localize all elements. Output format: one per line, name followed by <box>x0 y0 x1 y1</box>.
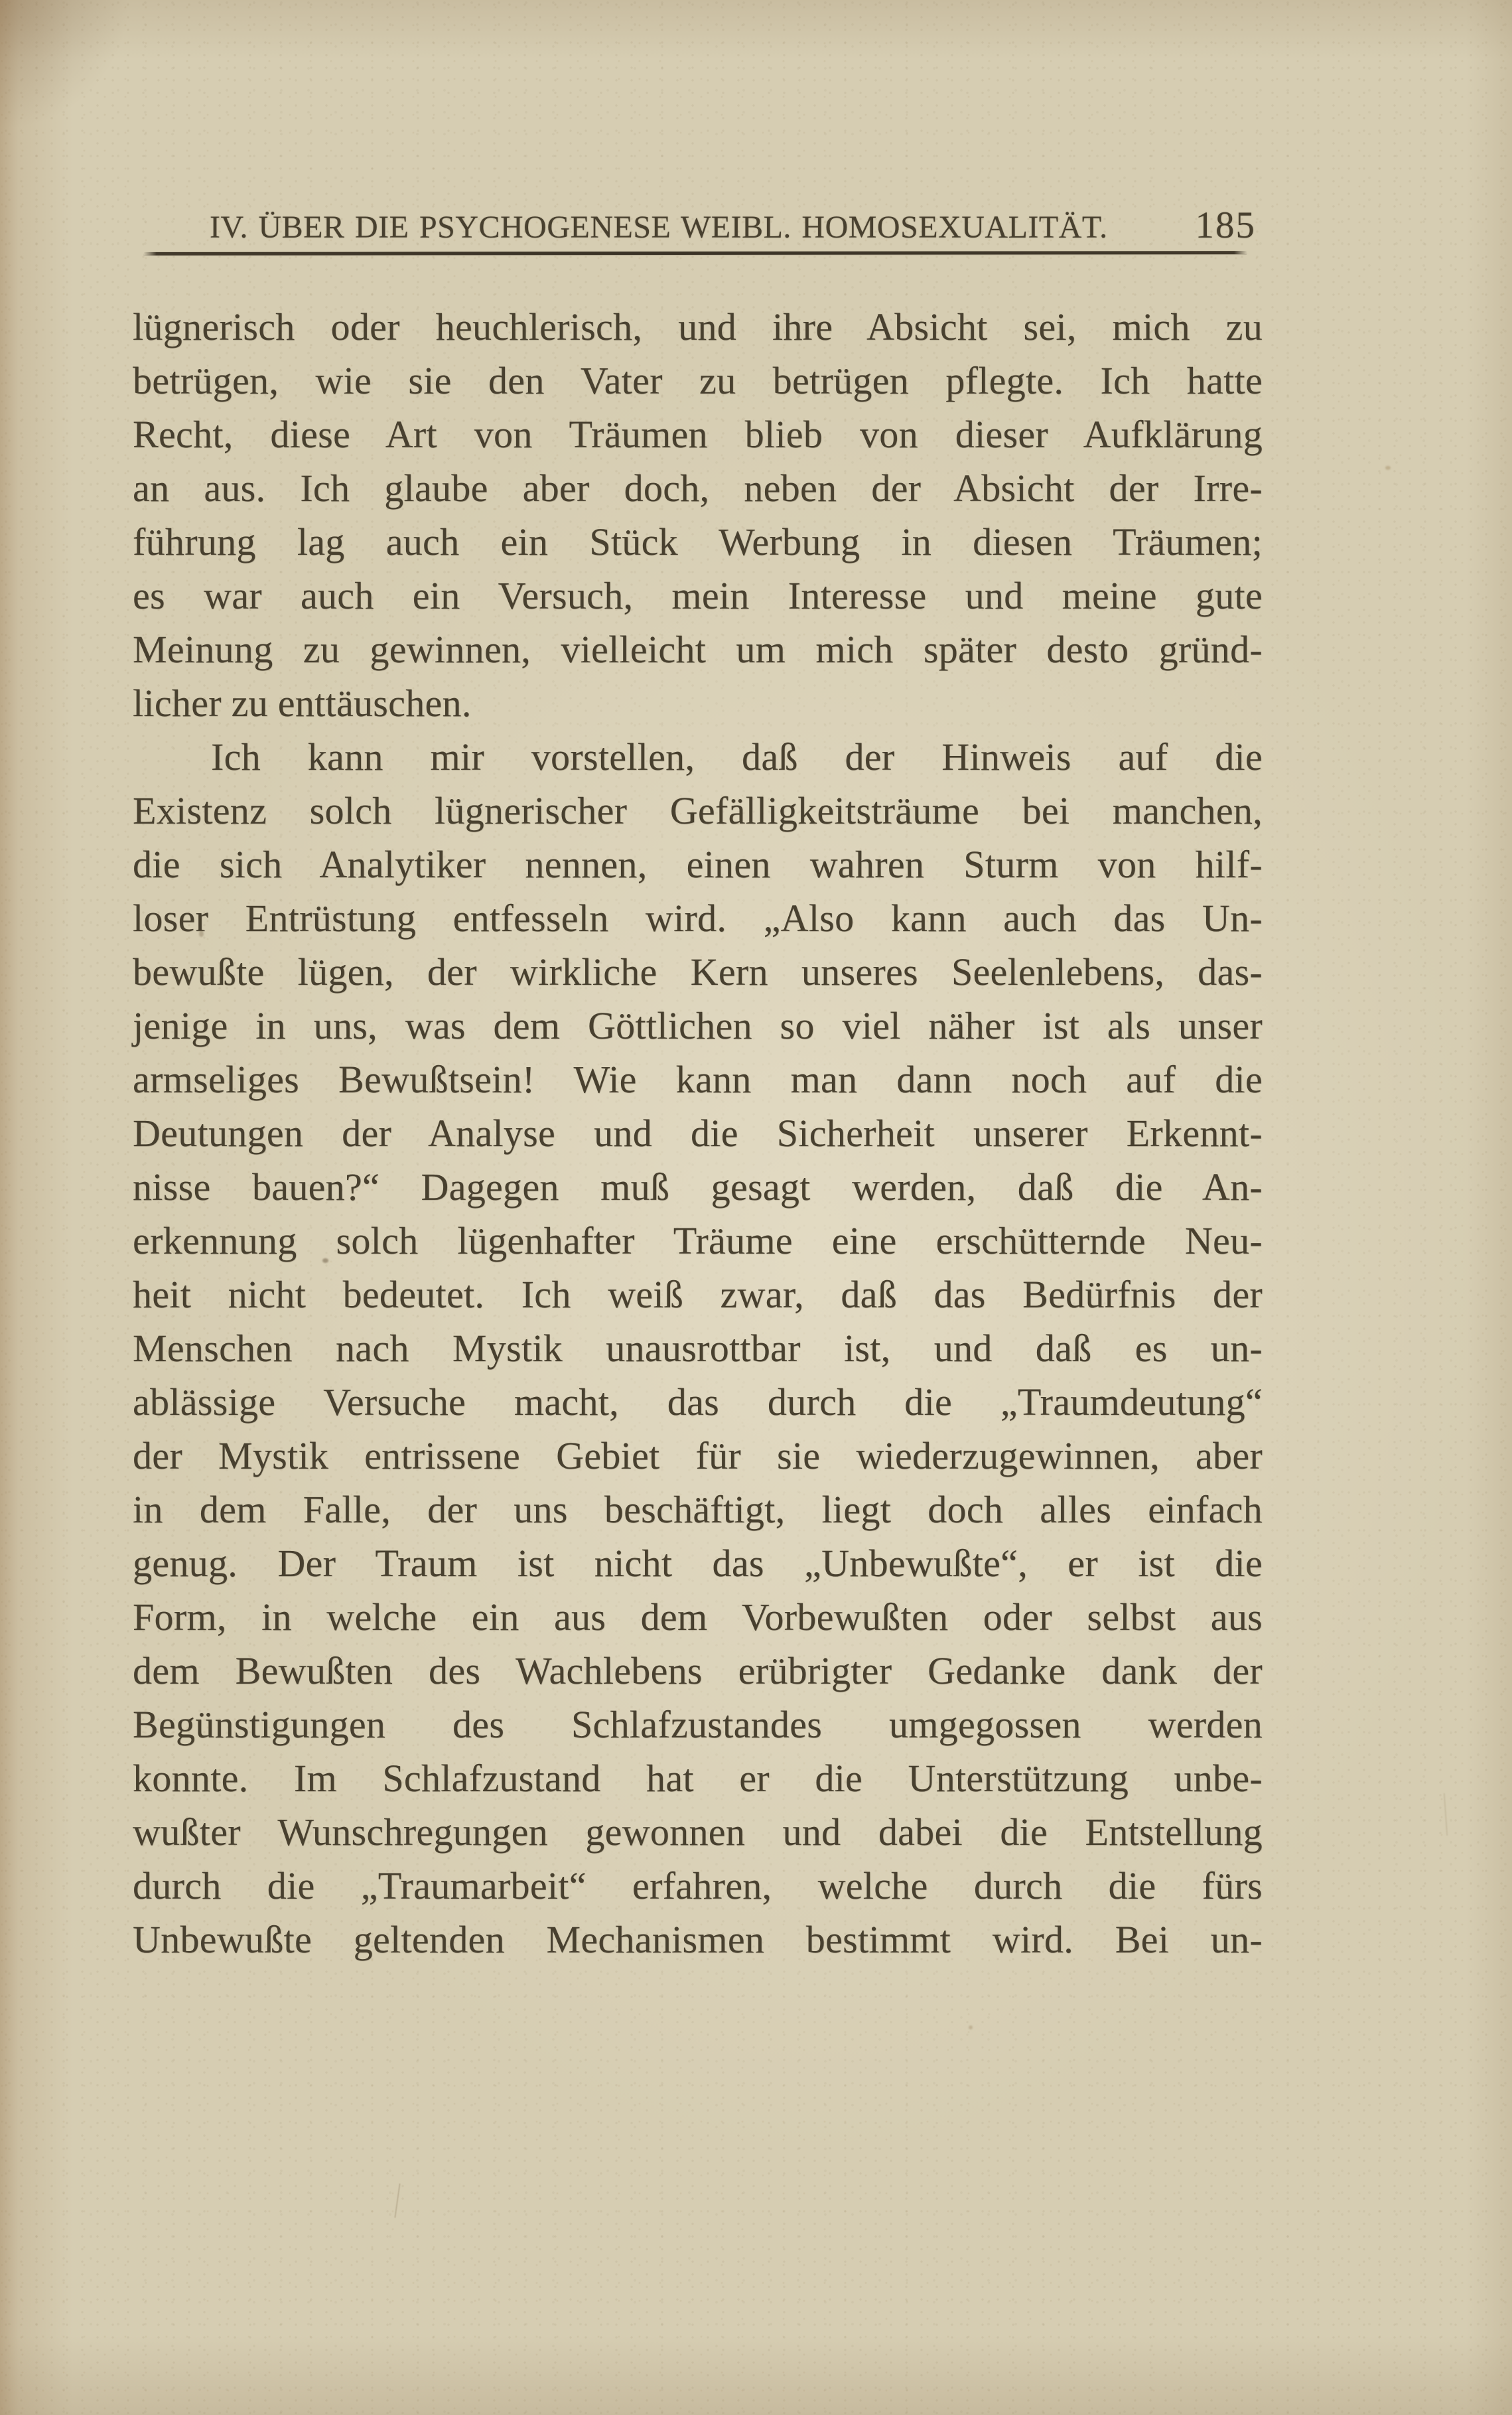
text-line: der Mystik entrissene Gebiet für sie wiederzugewinnen, aber <box>133 1434 1263 1477</box>
text-line: Menschen nach Mystik unausrottbar ist, und daß es un- <box>133 1327 1263 1370</box>
running-header-title: IV. ÜBER DIE PSYCHOGENESE WEIBL. HOMOSEXUALITÄT. <box>210 210 1108 245</box>
page-number: 185 <box>1195 204 1256 246</box>
text-line: durch die „Traumarbeit“ erfahren, welche durch die fürs <box>133 1864 1263 1907</box>
paper-speck <box>1385 466 1391 470</box>
text-line: heit nicht bedeutet. Ich weiß zwar, daß das Bedürfnis der <box>133 1273 1263 1316</box>
text-line: armseliges Bewußtsein! Wie kann man dann noch auf die <box>133 1058 1263 1101</box>
paper-fiber <box>1444 1793 1448 1836</box>
text-line: führung lag auch ein Stück Werbung in diesen Träumen; <box>133 520 1263 563</box>
text-line: licher zu enttäuschen. <box>133 682 472 725</box>
text-line: jenige in uns, was dem Göttlichen so viel näher ist als unser <box>133 1004 1263 1047</box>
text-line: Unbewußte geltenden Mechanismen bestimmt wird. Bei un- <box>133 1918 1263 1961</box>
header-rule <box>143 251 1247 256</box>
text-line: Existenz solch lügnerischer Gefälligkeitsträume bei manchen, <box>133 789 1263 832</box>
running-header <box>133 204 1263 248</box>
text-line: lügnerisch oder heuchlerisch, und ihre Absicht sei, mich zu <box>133 305 1263 348</box>
text-line: wußter Wunschregungen gewonnen und dabei die Entstellung <box>133 1810 1263 1854</box>
text-line: Begünstigungen des Schlafzustandes umgegossen werden <box>133 1703 1263 1746</box>
text-line: nisse bauen?“ Dagegen muß gesagt werden, daß die An- <box>133 1165 1263 1208</box>
text-line: dem Bewußten des Wachlebens erübrigter Gedanke dank der <box>133 1649 1263 1692</box>
text-line: die sich Analytiker nennen, einen wahren Sturm von hilf- <box>133 843 1263 886</box>
text-line: genug. Der Traum ist nicht das „Unbewußte“, er ist die <box>133 1542 1263 1585</box>
text-line: erkennung solch lügenhafter Träume eine erschütternde Neu- <box>133 1219 1263 1262</box>
text-line: Meinung zu gewinnen, vielleicht um mich später desto gründ- <box>133 628 1263 671</box>
paper-fiber <box>394 2183 400 2218</box>
text-line: Ich kann mir vorstellen, daß der Hinweis auf die <box>211 735 1263 778</box>
text-line: Form, in welche ein aus dem Vorbewußten oder selbst aus <box>133 1595 1263 1639</box>
text-line: bewußte lügen, der wirkliche Kern unseres Seelenlebens, das- <box>133 950 1263 993</box>
text-line: ablässige Versuche macht, das durch die „Traumdeutung“ <box>133 1380 1263 1424</box>
text-line: in dem Falle, der uns beschäftigt, liegt doch alles einfach <box>133 1488 1263 1531</box>
text-line: loser Entrüstung entfesseln wird. „Also kann auch das Un- <box>133 897 1263 940</box>
paper-speck <box>969 2025 973 2029</box>
text-line: es war auch ein Versuch, mein Interesse und meine gute <box>133 574 1263 617</box>
text-line: betrügen, wie sie den Vater zu betrügen pflegte. Ich hatte <box>133 359 1263 402</box>
text-line: konnte. Im Schlafzustand hat er die Unterstützung unbe- <box>133 1757 1263 1800</box>
page-text <box>133 300 1263 1966</box>
text-line: Deutungen der Analyse und die Sicherheit unserer Erkennt- <box>133 1112 1263 1155</box>
text-line: an aus. Ich glaube aber doch, neben der Absicht der Irre- <box>133 467 1263 510</box>
text-line: Recht, diese Art von Träumen blieb von dieser Aufklärung <box>133 413 1263 456</box>
